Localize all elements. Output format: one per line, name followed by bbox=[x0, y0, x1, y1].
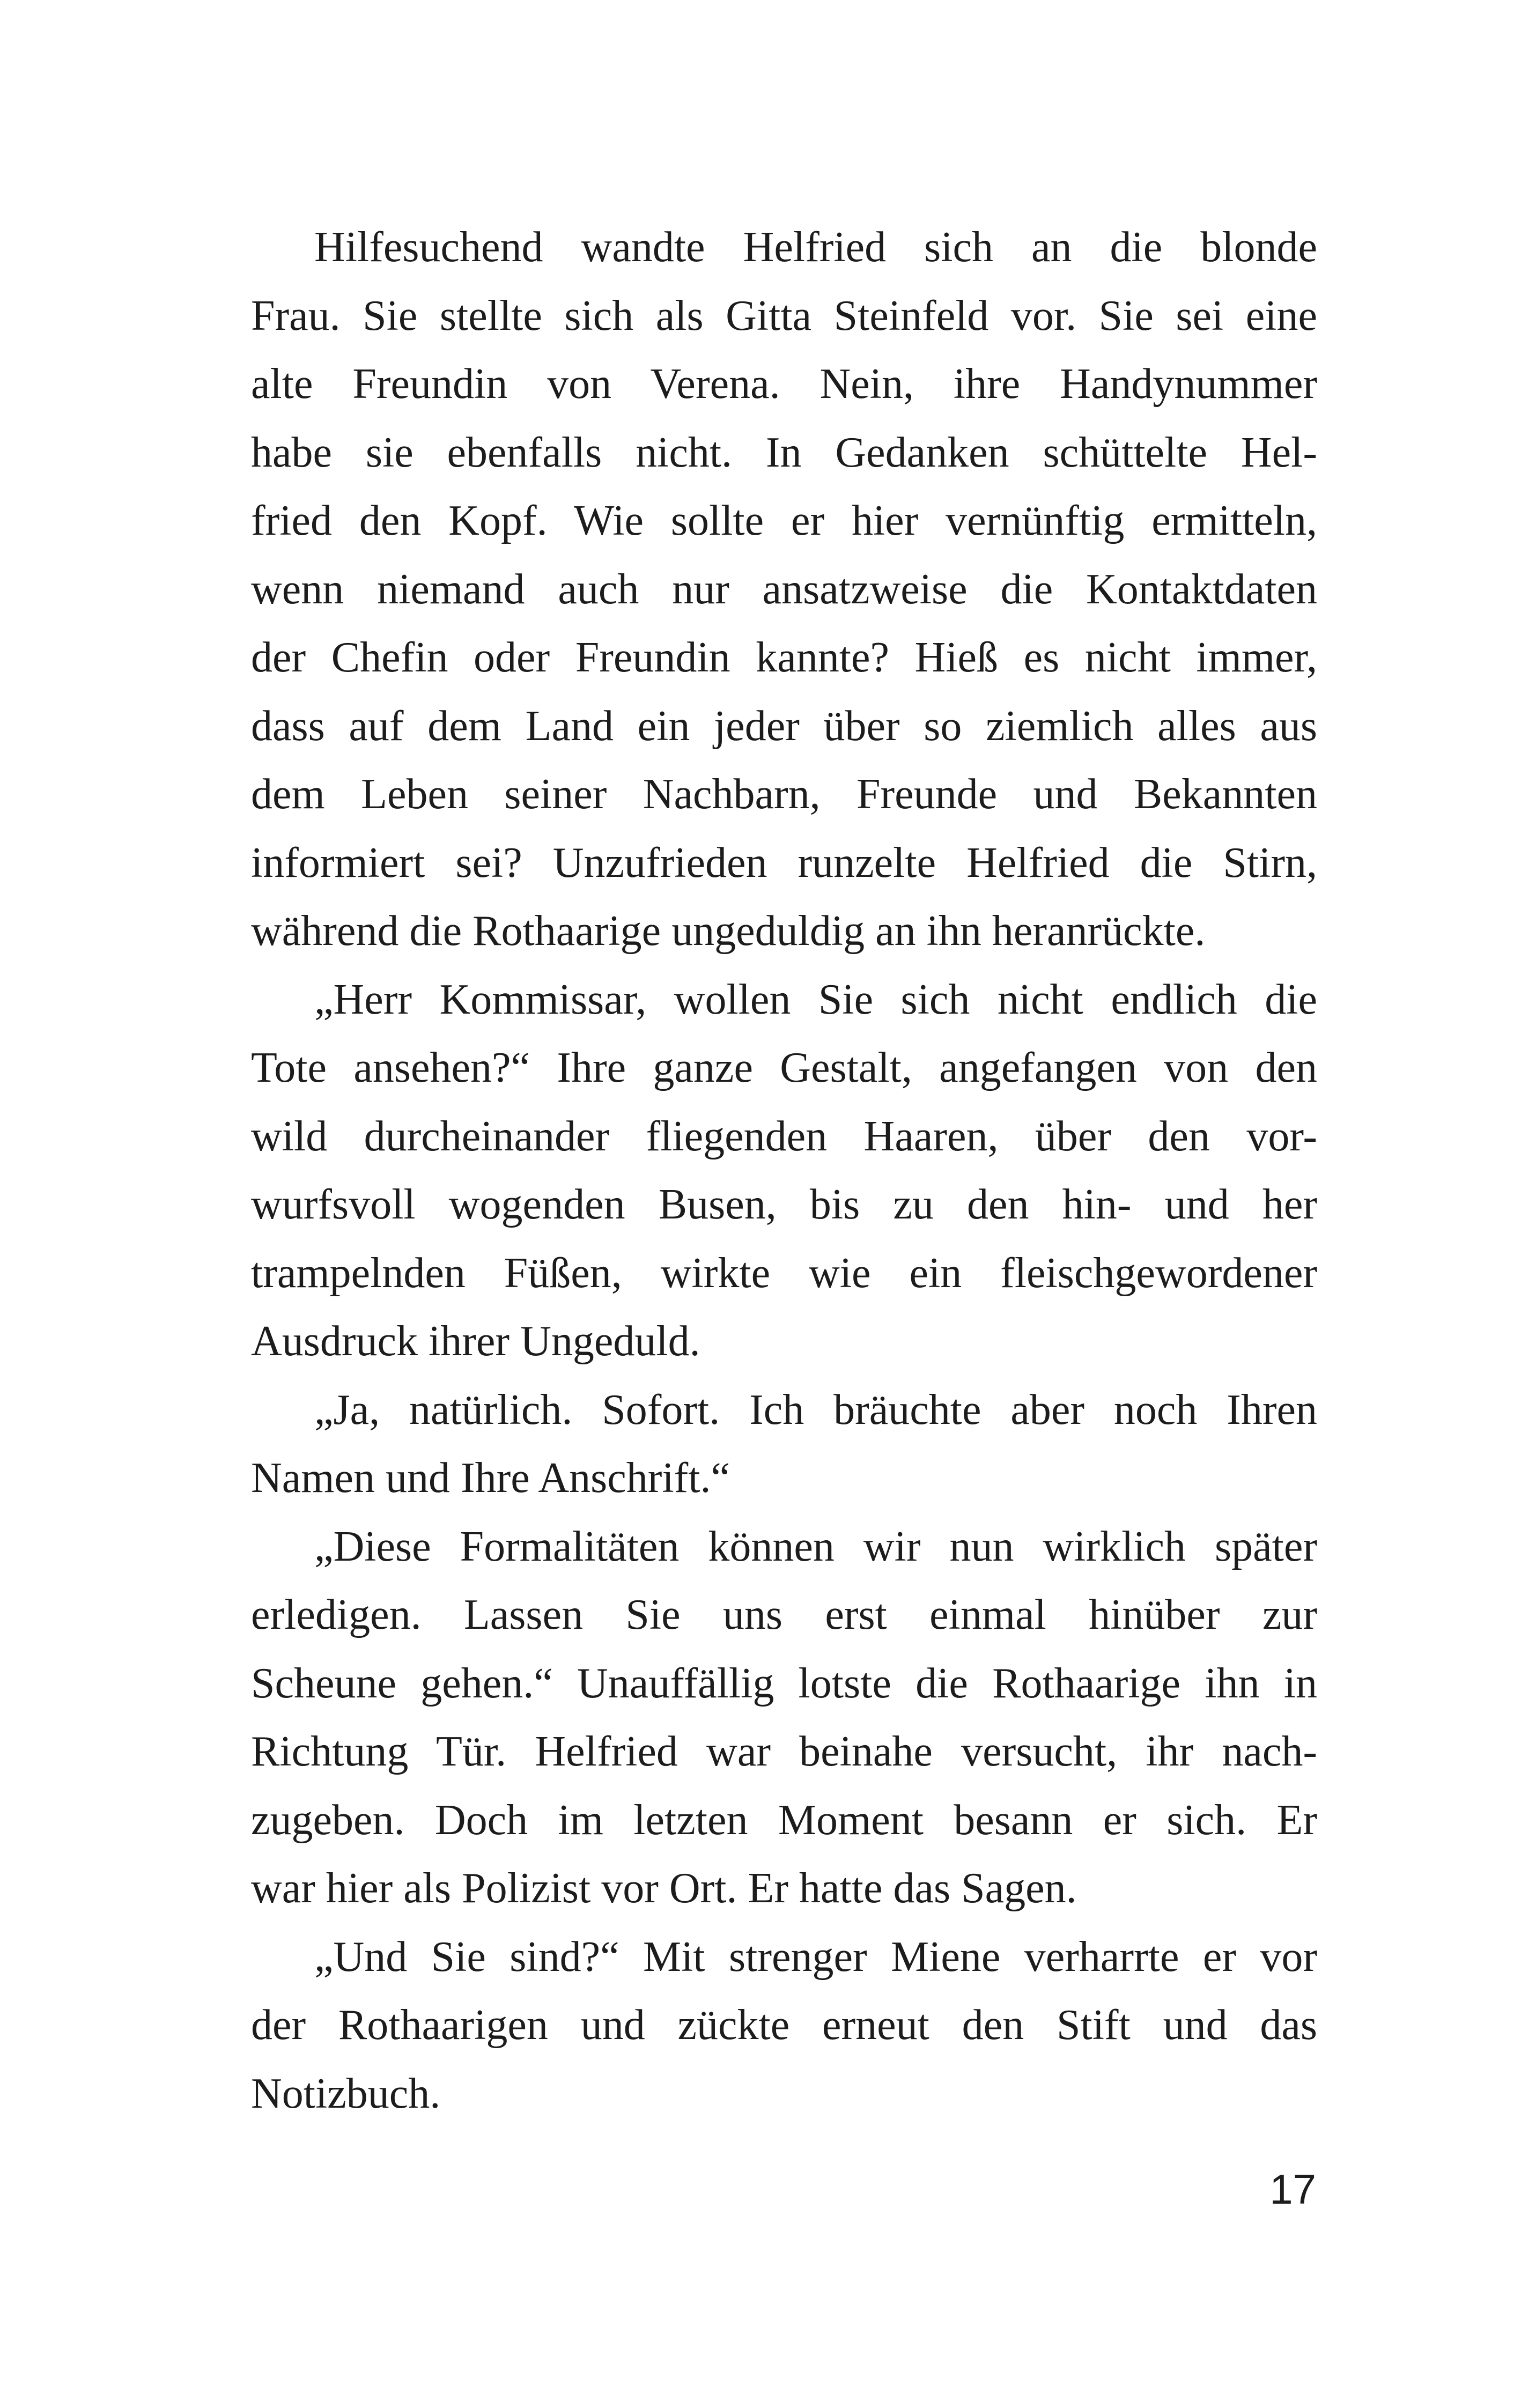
text-line: „Ja, natürlich. Sofort. Ich bräuchte aber noch Ihren bbox=[314, 1386, 1317, 1434]
text-line: Notizbuch. bbox=[251, 2070, 441, 2117]
paragraph bbox=[251, 1513, 1317, 1923]
text-line: informiert sei? Unzufrieden runzelte Helfried die Stirn, bbox=[251, 839, 1317, 887]
text-line: trampelnden Füßen, wirkte wie ein fleischgewordener bbox=[251, 1249, 1317, 1297]
page-number: 17 bbox=[1269, 2166, 1316, 2213]
paragraph bbox=[251, 213, 1317, 966]
text-line: war hier als Polizist vor Ort. Er hatte das Sagen. bbox=[251, 1865, 1077, 1912]
text-line: „Und Sie sind?“ Mit strenger Miene verharrte er vor bbox=[314, 1933, 1317, 1981]
text-line: während die Rothaarige ungeduldig an ihn heranrückte. bbox=[251, 907, 1206, 955]
text-line: Scheune gehen.“ Unauffällig lotste die Rothaarige ihn in bbox=[251, 1659, 1317, 1707]
text-line: fried den Kopf. Wie sollte er hier vernünftig ermitteln, bbox=[251, 497, 1317, 544]
paragraph bbox=[251, 966, 1317, 1376]
text-line: Hilfesuchend wandte Helfried sich an die blonde bbox=[314, 224, 1317, 271]
text-line: wild durcheinander fliegenden Haaren, über den vor- bbox=[251, 1112, 1317, 1160]
text-line: Ausdruck ihrer Ungeduld. bbox=[251, 1318, 700, 1365]
text-line: dem Leben seiner Nachbarn, Freunde und Bekannten bbox=[251, 771, 1317, 818]
text-line: erledigen. Lassen Sie uns erst einmal hinüber zur bbox=[251, 1591, 1317, 1638]
text-line: Namen und Ihre Anschrift.“ bbox=[251, 1454, 730, 1502]
text-line: Richtung Tür. Helfried war beinahe versucht, ihr nach- bbox=[251, 1728, 1317, 1775]
text-line: wurfsvoll wogenden Busen, bis zu den hin- und her bbox=[251, 1181, 1317, 1228]
text-line: zugeben. Doch im letzten Moment besann er sich. Er bbox=[251, 1796, 1317, 1844]
text-line: Tote ansehen?“ Ihre ganze Gestalt, angefangen von den bbox=[251, 1044, 1317, 1091]
text-line: alte Freundin von Verena. Nein, ihre Handynummer bbox=[251, 360, 1317, 408]
paragraph bbox=[251, 1923, 1317, 2129]
text-line: dass auf dem Land ein jeder über so ziemlich alles aus bbox=[251, 702, 1317, 750]
text-line: habe sie ebenfalls nicht. In Gedanken schüttelte Hel- bbox=[251, 429, 1317, 476]
text-line: Frau. Sie stellte sich als Gitta Steinfeld vor. Sie sei eine bbox=[251, 292, 1317, 339]
text-line: „Diese Formalitäten können wir nun wirklich später bbox=[314, 1523, 1317, 1570]
paragraph bbox=[251, 1376, 1317, 1513]
text-line: wenn niemand auch nur ansatzweise die Kontaktdaten bbox=[251, 565, 1317, 613]
text-line: der Rothaarigen und zückte erneut den Stift und das bbox=[251, 2001, 1317, 2049]
text-line: „Herr Kommissar, wollen Sie sich nicht endlich die bbox=[314, 976, 1317, 1023]
text-line: der Chefin oder Freundin kannte? Hieß es nicht immer, bbox=[251, 634, 1317, 681]
body-text bbox=[251, 213, 1317, 2128]
